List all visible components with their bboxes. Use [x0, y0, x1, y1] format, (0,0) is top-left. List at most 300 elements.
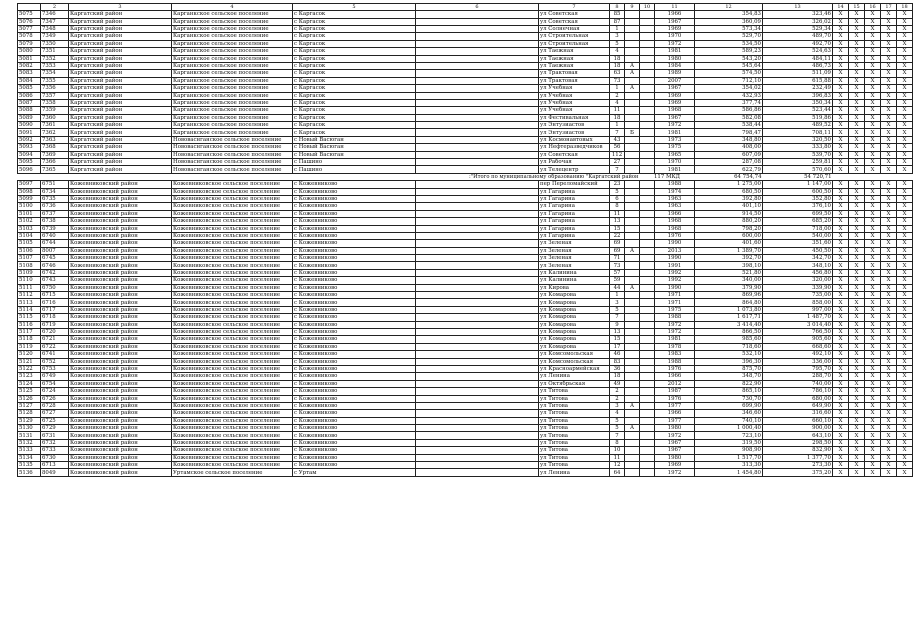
table-cell: 6753	[41, 365, 69, 372]
table-cell: 1992	[655, 269, 695, 276]
table-cell: Кожевниковское сельское поселение	[172, 225, 293, 232]
table-cell: 5	[610, 188, 625, 195]
table-cell: 5100	[18, 203, 41, 210]
table-cell: X	[865, 99, 881, 106]
table-cell: с Каргасок	[293, 85, 416, 92]
table-cell: с Кожевниково	[293, 402, 416, 409]
table-cell: 7369	[41, 151, 69, 158]
table-cell: 69	[610, 240, 625, 247]
table-cell	[625, 343, 640, 350]
table-cell: X	[881, 225, 897, 232]
table-cell: X	[881, 417, 897, 424]
table-cell: Кожевниковское сельское поселение	[172, 306, 293, 313]
table-cell	[625, 40, 640, 47]
table-cell: X	[849, 225, 865, 232]
table-row	[18, 232, 913, 239]
table-cell: 1967	[655, 85, 695, 92]
table-cell: Кожевниковское сельское поселение	[172, 314, 293, 321]
table-cell: Кожевниковский район	[69, 402, 172, 409]
table-cell: Каргатский район	[69, 166, 172, 173]
table-cell	[640, 62, 655, 69]
table-cell: X	[849, 454, 865, 461]
table-cell: 5084	[18, 77, 41, 84]
table-cell: 545,64	[695, 62, 763, 69]
table-row	[18, 336, 913, 343]
table-cell	[416, 92, 539, 99]
table-cell: 1980	[655, 425, 695, 432]
table-cell	[640, 92, 655, 99]
table-cell: Кожевниковский район	[69, 218, 172, 225]
table-cell: 570,60	[763, 166, 833, 173]
table-cell: 7353	[41, 62, 69, 69]
table-cell	[640, 159, 655, 166]
table-cell	[416, 25, 539, 32]
table-row	[18, 306, 913, 313]
table-cell: 1974	[655, 188, 695, 195]
table-cell: X	[833, 18, 849, 25]
table-cell: 5093	[18, 144, 41, 151]
table-cell: X	[833, 284, 849, 291]
table-cell: 7350	[41, 40, 69, 47]
table-cell: Кожевниковский район	[69, 255, 172, 262]
table-cell: X	[865, 314, 881, 321]
table-cell: 354,83	[695, 11, 763, 18]
table-cell	[640, 70, 655, 77]
table-cell: 73	[610, 262, 625, 269]
table-cell: X	[833, 321, 849, 328]
table-cell: 1967	[655, 447, 695, 454]
table-cell: А	[625, 62, 640, 69]
table-cell: 622,79	[695, 166, 763, 173]
table-cell: 36	[610, 365, 625, 372]
table-cell: 1966	[655, 11, 695, 18]
table-cell: Карганкское сельское поселение	[172, 92, 293, 99]
table-cell: X	[881, 329, 897, 336]
table-cell: Кожевниковский район	[69, 462, 172, 469]
table-cell: 18	[610, 62, 625, 69]
table-cell: 1 487,70	[763, 314, 833, 321]
table-row	[18, 159, 913, 166]
table-cell: X	[849, 299, 865, 306]
table-cell: Карганкское сельское поселение	[172, 85, 293, 92]
table-cell: Кожевниковский район	[69, 469, 172, 476]
table-cell: Кожевниковский район	[69, 439, 172, 446]
table-row	[18, 25, 913, 32]
table-cell: Кожевниковское сельское поселение	[172, 402, 293, 409]
table-cell: Кожевниковское сельское поселение	[172, 240, 293, 247]
table-cell: с Каргасок	[293, 122, 416, 129]
table-row	[18, 48, 913, 55]
table-cell: ул Гагарина	[539, 188, 610, 195]
table-cell: Карганкское сельское поселение	[172, 122, 293, 129]
table-cell: 7359	[41, 107, 69, 114]
table-cell: ул Учебная	[539, 85, 610, 92]
table-cell: 401,10	[695, 203, 763, 210]
table-cell: X	[881, 55, 897, 62]
table-cell: X	[865, 203, 881, 210]
table-cell: 348,80	[695, 136, 763, 143]
table-cell: 13	[610, 218, 625, 225]
table-cell	[640, 439, 655, 446]
table-cell: 7363	[41, 136, 69, 143]
table-cell: 6722	[41, 343, 69, 350]
table-cell	[625, 195, 640, 202]
table-cell	[625, 351, 640, 358]
table-cell: X	[897, 195, 913, 202]
table-cell: 730,70	[695, 395, 763, 402]
table-cell	[640, 329, 655, 336]
table-cell: X	[897, 25, 913, 32]
table-cell: X	[865, 306, 881, 313]
table-row	[18, 425, 913, 432]
table-cell: 5120	[18, 351, 41, 358]
table-cell: Кожевниковский район	[69, 188, 172, 195]
table-cell: 1 377,70	[763, 454, 833, 461]
table-cell: 7	[610, 166, 625, 173]
table-cell: 5079	[18, 40, 41, 47]
table-cell: 1977	[655, 402, 695, 409]
table-cell: 57	[610, 269, 625, 276]
table-cell: X	[897, 447, 913, 454]
table-cell: 718,60	[695, 343, 763, 350]
table-cell: ул Красноармейская	[539, 365, 610, 372]
table-cell	[640, 469, 655, 476]
table-cell: с Кожевниково	[293, 292, 416, 299]
table-cell: X	[897, 410, 913, 417]
table-cell: 7349	[41, 33, 69, 40]
table-cell: 1968	[655, 107, 695, 114]
table-cell: 1970	[655, 159, 695, 166]
table-cell: X	[833, 159, 849, 166]
table-cell	[416, 48, 539, 55]
table-cell	[416, 159, 539, 166]
table-cell: 5113	[18, 299, 41, 306]
table-cell: X	[881, 247, 897, 254]
table-cell	[640, 48, 655, 55]
table-cell: 348,70	[695, 373, 763, 380]
table-cell: X	[849, 388, 865, 395]
table-cell: 7360	[41, 114, 69, 121]
table-cell: X	[897, 92, 913, 99]
table-cell: X	[897, 306, 913, 313]
table-cell: 288,70	[763, 373, 833, 380]
table-cell: 346,60	[695, 410, 763, 417]
table-cell: с Каргасок	[293, 55, 416, 62]
table-cell: 3 014,40	[763, 321, 833, 328]
table-cell	[640, 55, 655, 62]
table-cell: X	[897, 85, 913, 92]
table-cell: X	[865, 269, 881, 276]
table-cell: 6752	[41, 358, 69, 365]
table-cell: X	[849, 343, 865, 350]
table-cell: X	[865, 343, 881, 350]
table-cell: ул Трактовая	[539, 77, 610, 84]
table-cell	[640, 314, 655, 321]
table-cell: 798,47	[695, 129, 763, 136]
table-cell: с Каргасок	[293, 114, 416, 121]
table-cell: 6733	[41, 447, 69, 454]
table-row	[18, 11, 913, 18]
table-cell	[416, 210, 539, 217]
table-cell: X	[865, 85, 881, 92]
table-cell	[625, 321, 640, 328]
table-cell: 5132	[18, 439, 41, 446]
table-cell: 5094	[18, 151, 41, 158]
table-cell	[640, 33, 655, 40]
table-cell: X	[865, 55, 881, 62]
table-cell: X	[897, 122, 913, 129]
table-cell: X	[833, 262, 849, 269]
table-cell: Кожевниковский район	[69, 343, 172, 350]
table-cell: 489,70	[763, 33, 833, 40]
table-cell: X	[881, 410, 897, 417]
table-cell: 1972	[655, 40, 695, 47]
table-cell: 5133	[18, 447, 41, 454]
table-cell: 832,90	[763, 447, 833, 454]
table-cell	[625, 380, 640, 387]
table-cell: X	[881, 314, 897, 321]
table-cell: 6740	[41, 232, 69, 239]
table-cell: X	[849, 410, 865, 417]
table-cell: 8	[610, 203, 625, 210]
table-cell	[640, 388, 655, 395]
table-cell: X	[865, 380, 881, 387]
table-cell: X	[833, 33, 849, 40]
table-cell: 7348	[41, 25, 69, 32]
table-cell: Кожевниковский район	[69, 373, 172, 380]
table-cell	[625, 99, 640, 106]
table-cell: 5123	[18, 373, 41, 380]
table-cell: Кожевниковский район	[69, 351, 172, 358]
table-cell: 607,09	[695, 151, 763, 158]
table-cell	[640, 410, 655, 417]
table-cell: Кожевниковское сельское поселение	[172, 292, 293, 299]
table-cell: ул Нефтеразведчиков	[539, 144, 610, 151]
table-cell: 49	[610, 380, 625, 387]
table-cell: 2007	[655, 77, 695, 84]
table-cell	[416, 114, 539, 121]
table-cell: ул Гагарина	[539, 195, 610, 202]
table-cell: X	[881, 388, 897, 395]
table-cell: 83	[610, 358, 625, 365]
table-row	[18, 33, 913, 40]
table-cell: 3	[610, 402, 625, 409]
table-cell: Каргатский район	[69, 151, 172, 158]
table-row	[18, 62, 913, 69]
table-row	[18, 144, 913, 151]
table-cell: 7362	[41, 129, 69, 136]
table-cell: 492,70	[763, 40, 833, 47]
table-cell: X	[849, 402, 865, 409]
table-cell: X	[833, 395, 849, 402]
table-cell	[416, 417, 539, 424]
table-cell: X	[897, 129, 913, 136]
table-cell: X	[849, 432, 865, 439]
table-cell: X	[897, 48, 913, 55]
table-cell: с Кожевниково	[293, 321, 416, 328]
table-cell: с Кожевниково	[293, 358, 416, 365]
table-cell: X	[833, 358, 849, 365]
table-cell: 6741	[41, 351, 69, 358]
table-cell: 589,23	[695, 48, 763, 55]
table-cell: Кожевниковское сельское поселение	[172, 343, 293, 350]
table-cell: X	[865, 336, 881, 343]
column-number-cell: 2	[41, 4, 69, 11]
table-cell	[416, 55, 539, 62]
table-cell: X	[897, 18, 913, 25]
table-cell	[625, 329, 640, 336]
table-cell: 1972	[655, 122, 695, 129]
table-cell	[416, 447, 539, 454]
table-cell	[625, 11, 640, 18]
table-cell: X	[833, 203, 849, 210]
table-cell: 869,96	[695, 292, 763, 299]
column-number-cell: 18	[897, 4, 913, 11]
table-cell: 6717	[41, 306, 69, 313]
table-cell: Кожевниковский район	[69, 240, 172, 247]
table-cell	[625, 210, 640, 217]
table-cell: 7368	[41, 144, 69, 151]
table-cell: X	[897, 240, 913, 247]
table-cell: с Кожевниково	[293, 269, 416, 276]
table-cell: X	[833, 122, 849, 129]
table-cell: 532,10	[695, 351, 763, 358]
table-cell: с Пашино	[293, 166, 416, 173]
table-cell	[625, 203, 640, 210]
table-cell: X	[897, 351, 913, 358]
table-cell: 5101	[18, 210, 41, 217]
table-cell	[640, 210, 655, 217]
table-cell: с Кожевниково	[293, 277, 416, 284]
table-cell: X	[881, 425, 897, 432]
table-cell: X	[849, 107, 865, 114]
table-cell: 997,00	[763, 306, 833, 313]
table-cell: ул Титова	[539, 395, 610, 402]
table-cell: 5081	[18, 55, 41, 62]
table-cell: ул Комарова	[539, 299, 610, 306]
table-cell: с Кожевниково	[293, 454, 416, 461]
table-cell	[416, 269, 539, 276]
table-cell: Кожевниковский район	[69, 388, 172, 395]
table-cell: X	[865, 373, 881, 380]
table-cell: X	[897, 358, 913, 365]
total-area-1: 64 754,74	[695, 173, 763, 180]
table-cell: X	[897, 321, 913, 328]
table-cell: 4	[610, 410, 625, 417]
table-cell: X	[849, 439, 865, 446]
table-cell: X	[881, 136, 897, 143]
table-cell: X	[881, 321, 897, 328]
table-cell	[640, 11, 655, 18]
table-cell: Каргатский район	[69, 122, 172, 129]
table-cell	[625, 122, 640, 129]
table-cell	[416, 336, 539, 343]
table-cell: 326,02	[763, 18, 833, 25]
table-cell: ул Комсомольская	[539, 358, 610, 365]
table-cell: X	[849, 18, 865, 25]
table-row	[18, 343, 913, 350]
table-cell: X	[881, 343, 897, 350]
table-row	[18, 380, 913, 387]
table-cell: Карганкское сельское поселение	[172, 48, 293, 55]
table-cell: X	[849, 11, 865, 18]
table-cell	[640, 144, 655, 151]
table-cell: X	[833, 195, 849, 202]
table-cell: X	[865, 447, 881, 454]
table-cell: Кожевниковский район	[69, 284, 172, 291]
table-cell	[640, 277, 655, 284]
table-cell: с Каргасок	[293, 11, 416, 18]
column-number-cell: 11	[655, 4, 695, 11]
table-cell: 1969	[655, 99, 695, 106]
table-cell: X	[833, 292, 849, 299]
table-cell: 5102	[18, 218, 41, 225]
table-cell: 2	[610, 92, 625, 99]
table-cell	[640, 99, 655, 106]
table-cell	[416, 255, 539, 262]
table-cell: Карганкское сельское поселение	[172, 99, 293, 106]
table-cell	[640, 358, 655, 365]
table-cell: Каргатский район	[69, 85, 172, 92]
table-cell	[416, 18, 539, 25]
table-cell: Кожевниковское сельское поселение	[172, 269, 293, 276]
table-cell: X	[849, 329, 865, 336]
table-cell: 351,60	[763, 240, 833, 247]
table-cell: Каргатский район	[69, 62, 172, 69]
total-spacer	[18, 173, 539, 180]
table-cell: 23	[610, 181, 625, 188]
table-cell: Кожевниковский район	[69, 314, 172, 321]
table-cell: X	[865, 107, 881, 114]
table-cell: 708,11	[763, 129, 833, 136]
table-cell	[625, 365, 640, 372]
table-cell	[625, 439, 640, 446]
table-cell: 5128	[18, 410, 41, 417]
table-cell: 333,80	[763, 144, 833, 151]
table-cell: ул Строительная	[539, 33, 610, 40]
table-cell	[416, 40, 539, 47]
table-row	[18, 255, 913, 262]
table-cell: X	[833, 99, 849, 106]
column-number-row	[18, 4, 913, 11]
table-cell: X	[897, 373, 913, 380]
table-cell: Кожевниковское сельское поселение	[172, 365, 293, 372]
table-cell	[640, 447, 655, 454]
table-cell: 15	[610, 225, 625, 232]
table-cell: X	[865, 232, 881, 239]
table-cell: 5114	[18, 306, 41, 313]
table-cell: 529,34	[763, 25, 833, 32]
table-row	[18, 365, 913, 372]
table-row	[18, 122, 913, 129]
table-cell: 699,90	[695, 402, 763, 409]
table-cell: 908,90	[695, 447, 763, 454]
table-cell	[625, 358, 640, 365]
table-cell	[640, 351, 655, 358]
table-cell	[625, 336, 640, 343]
table-cell	[625, 92, 640, 99]
table-cell: X	[897, 395, 913, 402]
table-cell: X	[849, 85, 865, 92]
table-cell: X	[865, 151, 881, 158]
table-cell: А	[625, 402, 640, 409]
table-cell: X	[849, 306, 865, 313]
table-cell	[416, 329, 539, 336]
table-cell: 10	[610, 447, 625, 454]
table-cell: с Кожевниково	[293, 380, 416, 387]
table-cell	[625, 136, 640, 143]
table-cell: X	[849, 425, 865, 432]
